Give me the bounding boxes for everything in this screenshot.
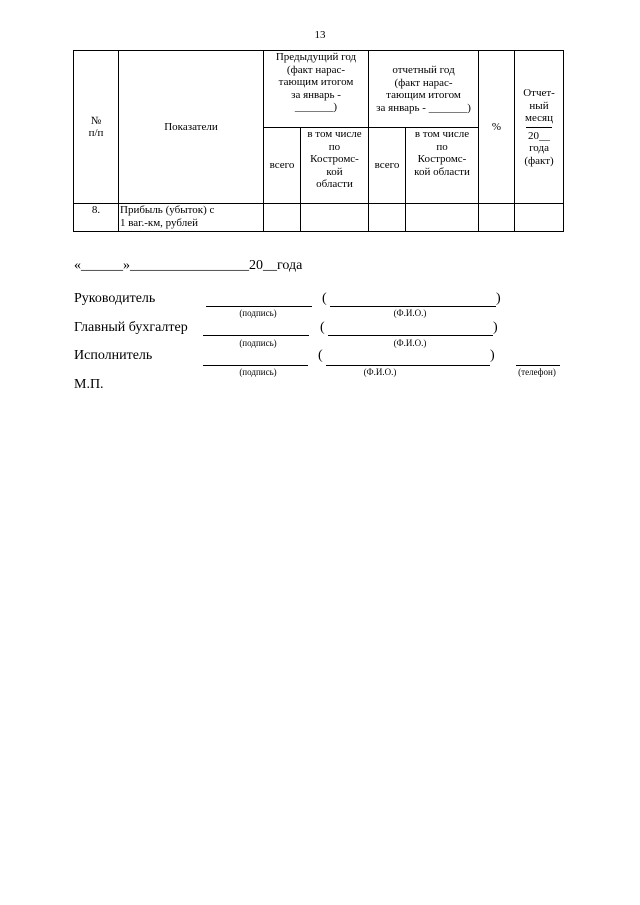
executor-open-paren: ( — [318, 348, 323, 363]
date-line: «______»_________________20__года — [74, 258, 303, 273]
cell-empty — [406, 204, 479, 232]
chief-signature-caption: (подпись) — [239, 338, 277, 348]
executor-phone-line — [516, 365, 560, 366]
chief-name-caption: (Ф.И.О.) — [393, 338, 427, 348]
page-number: 13 — [314, 29, 326, 41]
header-incl-region-report: в том числе по Костромс- кой области — [406, 128, 479, 204]
cell-empty — [264, 204, 301, 232]
chief-open-paren: ( — [320, 320, 325, 335]
head-name-line — [330, 306, 496, 307]
executor-signature-caption: (подпись) — [239, 367, 277, 377]
header-incl-region-prev: в том числе по Костромс- кой области — [301, 128, 369, 204]
chief-name-line — [328, 335, 493, 336]
head-close-paren: ) — [496, 291, 501, 306]
cell-empty — [479, 204, 515, 232]
chief-accountant-label: Главный бухгалтер — [74, 320, 188, 335]
row-num: 8. — [74, 204, 119, 232]
header-report-month: Отчет- ный месяц 20__ года (факт) — [515, 51, 564, 204]
report-table — [73, 50, 564, 232]
executor-signature-line — [203, 365, 308, 366]
row-indicator: Прибыль (убыток) с 1 ваг.-км, рублей — [119, 204, 264, 232]
table-row — [74, 204, 564, 232]
executor-label: Исполнитель — [74, 348, 153, 363]
head-signature-caption: (подпись) — [239, 308, 277, 318]
head-label: Руководитель — [74, 291, 156, 306]
header-indicators: Показатели — [119, 51, 264, 204]
header-num: № п/п — [74, 51, 119, 204]
head-name-caption: (Ф.И.О.) — [393, 308, 427, 318]
header-report-year: отчетный год (факт нарас- тающим итогом за январь - _______) — [369, 51, 479, 128]
cell-empty — [515, 204, 564, 232]
cell-empty — [301, 204, 369, 232]
executor-name-line — [326, 365, 490, 366]
chief-signature-line — [203, 335, 309, 336]
header-total-prev: всего — [264, 128, 301, 204]
header-prev-year: Предыдущий год (факт нарас- тающим итогом за январь - _______) — [264, 51, 369, 128]
header-total-report: всего — [369, 128, 406, 204]
stamp-place: М.П. — [74, 377, 104, 392]
header-percent: % — [479, 51, 515, 204]
head-signature-line — [206, 306, 312, 307]
executor-close-paren: ) — [490, 348, 495, 363]
executor-phone-caption: (телефон) — [518, 367, 556, 377]
cell-empty — [369, 204, 406, 232]
executor-name-caption: (Ф.И.О.) — [363, 367, 397, 377]
head-open-paren: ( — [322, 291, 327, 306]
chief-close-paren: ) — [493, 320, 498, 335]
